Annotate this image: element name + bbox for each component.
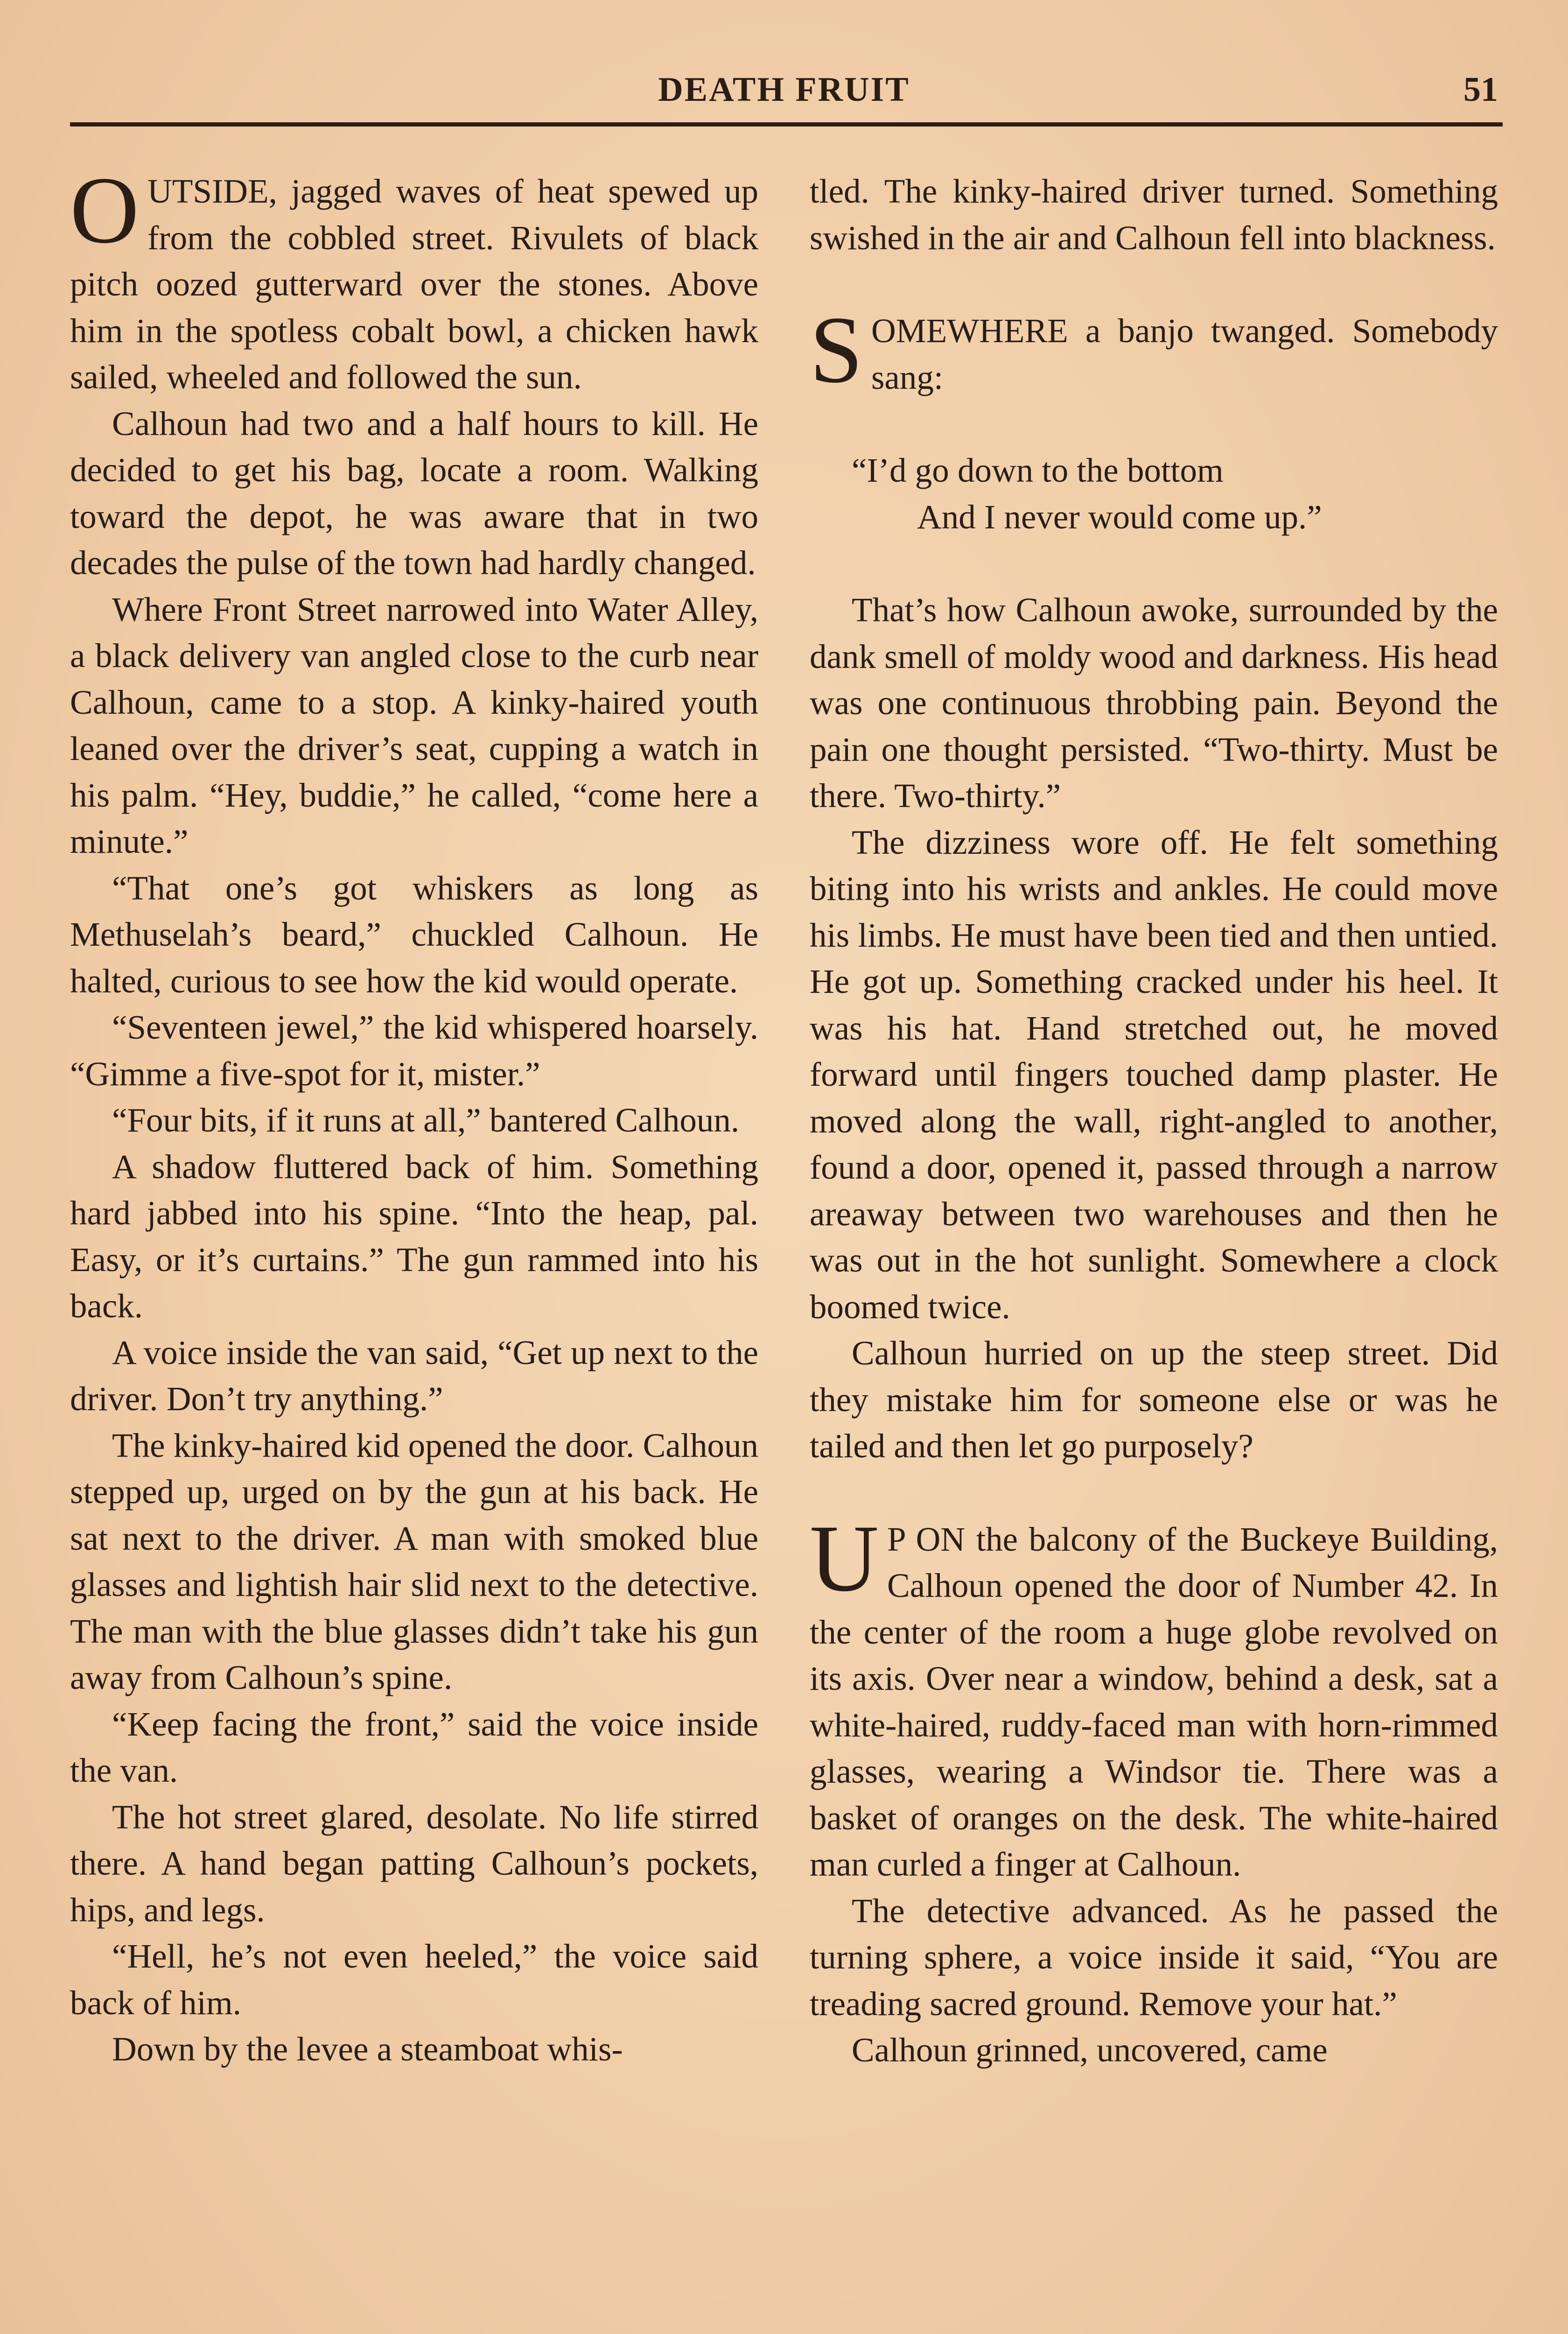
paragraph: That’s how Calhoun awoke, surrounded by the dank smell of moldy wood and darkness. His head was one continuous throbbing pain. Beyond the pain one thought persisted. “Two-thirty. Must be there. Two-thirty.” xyxy=(810,591,1498,815)
paragraph: Calhoun hurried on up the steep street. Did they mistake him for someone else or was he tailed and then let go purposely? xyxy=(810,1334,1498,1465)
paragraph xyxy=(70,157,758,401)
paragraph: The detective advanced. As he passed the turning sphere, a voice inside it said, “You are treading sacred ground. Remove your hat.” xyxy=(810,1891,1498,2023)
page-number: 51 xyxy=(1463,70,1498,109)
paragraph: A voice inside the van said, “Get up next to the driver. Don’t try anything.” xyxy=(70,1333,758,1418)
verse-line: And I never would come up.” xyxy=(917,498,1322,536)
section-start-paragraph xyxy=(810,1505,1498,1888)
paragraph: “That one’s got whiskers as long as Methuselah’s beard,” chuckled Calhoun. He halted, curious to see how the kid would operate. xyxy=(70,869,758,1000)
paragraph: The kinky-haired kid opened the door. Calhoun stepped up, urged on by the gun at his back. He sat next to the driver. A man with smoked blue glasses and lightish hair slid next to the detective. The man with the blue glasses didn’t take his gun away from Calhoun’s spine. xyxy=(70,1426,758,1696)
paragraph: “Keep facing the front,” said the voice inside the van. xyxy=(70,1705,758,1789)
paragraph: tled. The kinky-haired driver turned. Something swished in the air and Calhoun fell into blackness. xyxy=(810,172,1498,257)
section-start-paragraph xyxy=(810,297,1498,403)
header-rule xyxy=(70,122,1503,127)
drop-cap: U xyxy=(810,1505,879,1611)
paragraph: “Four bits, if it runs at all,” bantered Calhoun. xyxy=(112,1101,740,1139)
verse-line: “I’d go down to the bottom xyxy=(852,451,1224,489)
paragraph: A shadow fluttered back of him. Something hard jabbed into his spine. “Into the heap, pal. Easy, or it’s curtains.” The gun rammed into his back. xyxy=(70,1147,758,1325)
paragraph-text: OMEWHERE a banjo twanged. Somebody sang: xyxy=(871,312,1498,396)
paragraph: The dizziness wore off. He felt something biting into his wrists and ankles. He could move his limbs. He must have been tied and then untied. He got up. Something cracked under his heel. It was his hat. Hand stretched out, he moved forward until fingers touched damp plaster. He moved along the wall, right-angled to another, found a door, opened it, passed through a narrow areaway between two warehouses and then he was out in the hot sunlight. Somewhere a clock boomed twice. xyxy=(810,823,1498,1326)
paragraph: Down by the levee a steamboat whis- xyxy=(112,2030,623,2068)
paragraph-text: P ON the balcony of the Buckeye Building, Calhoun opened the door of Number 42. In the center of the room a huge globe revolved on its axis. Over near a window, behind a desk, sat a white-haired, ruddy-faced man with horn-rimmed glasses, wearing a Windsor tie. There was a basket of oranges on the desk. The white-haired man curled a finger at Calhoun. xyxy=(810,1520,1498,1883)
paragraph-text: UTSIDE, jagged waves of heat spewed up from the cobbled street. Rivulets of black pitch oozed gutterward over the stones. Above him in the spotless cobalt bowl, a chicken hawk sailed, wheeled and followed the sun. xyxy=(70,172,758,396)
drop-cap: O xyxy=(70,157,140,263)
running-head-title: DEATH FRUIT xyxy=(658,70,910,109)
left-column xyxy=(70,157,758,2073)
paragraph: Calhoun had two and a half hours to kill. He decided to get his bag, locate a room. Walking toward the depot, he was aware that in two decades the pulse of the town had hardly changed. xyxy=(70,404,758,582)
paragraph: Where Front Street narrowed into Water Alley, a black delivery van angled close to the curb near Calhoun, came to a stop. A kinky-haired youth leaned over the driver’s seat, cupping a watch in his palm. “Hey, buddie,” he called, “come here a minute.” xyxy=(70,590,758,860)
drop-cap: S xyxy=(810,297,863,403)
paragraph: “Hell, he’s not even heeled,” the voice said back of him. xyxy=(70,1937,758,2022)
paragraph: Calhoun grinned, uncovered, came xyxy=(852,2031,1328,2069)
song-verse xyxy=(810,447,1498,540)
paragraph: The hot street glared, desolate. No life stirred there. A hand began patting Calhoun’s pockets, hips, and legs. xyxy=(70,1798,758,1929)
paragraph: “Seventeen jewel,” the kid whispered hoarsely. “Gimme a five-spot for it, mister.” xyxy=(70,1008,758,1093)
right-column xyxy=(810,168,1498,2074)
